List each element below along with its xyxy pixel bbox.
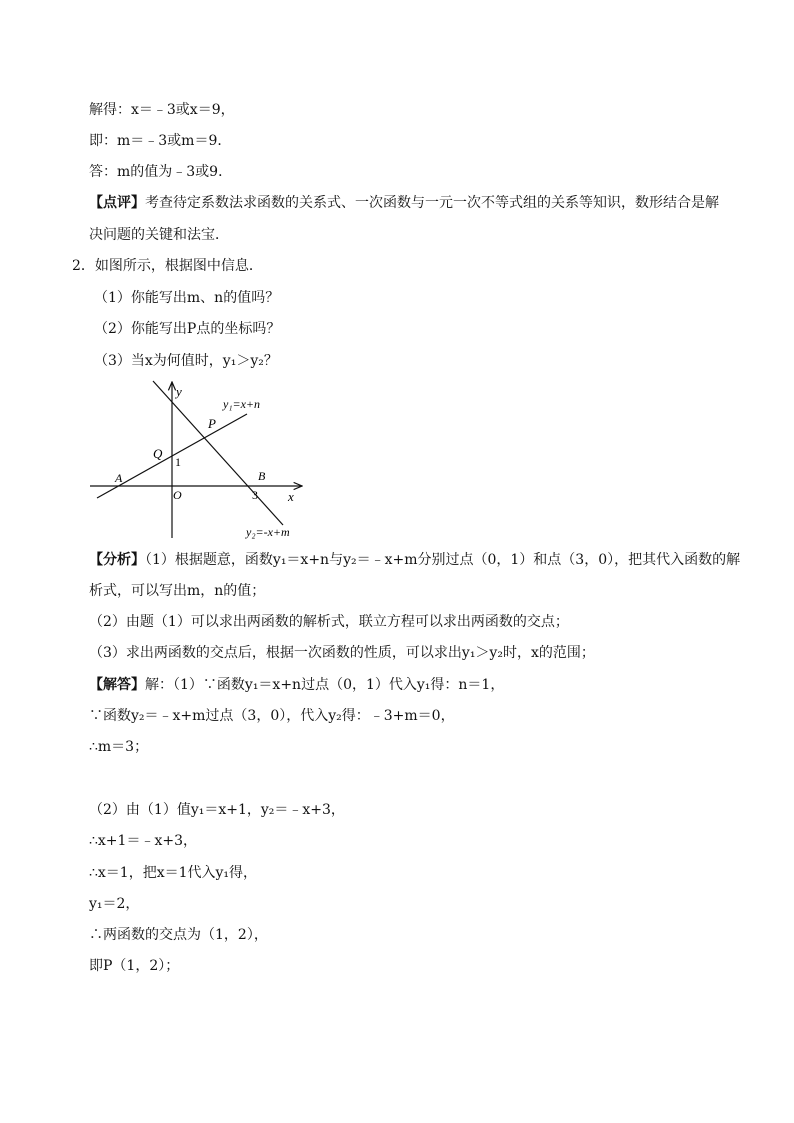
answer-tag: 【解答】 <box>89 677 145 693</box>
question-3: （3）当x为何值时，y₁＞y₂？ <box>94 353 278 369</box>
analysis-line-3: （3）求出两函数的交点后，根据一次函数的性质，可以求出y₁＞y₂时，x的范围； <box>89 645 595 661</box>
answer-line-3: ∴m＝3； <box>89 739 149 755</box>
answer-line-4: （2）由（1）值y₁＝x+1，y₂＝﹣x+3， <box>89 802 345 818</box>
comment-tag: 【点评】 <box>89 195 145 211</box>
comment-text: 考查待定系数法求函数的关系式、一次函数与一元一次不等式组的关系等知识，数形结合是解 <box>145 195 719 211</box>
analysis-tag: 【分析】 <box>89 552 145 568</box>
answer-text-1: 解：（1）∵函数y₁＝x+n过点（0，1）代入y₁得：n＝1， <box>145 677 505 693</box>
answer-line-7: y₁＝2， <box>89 896 140 912</box>
answer-line-2: ∵函数y₂＝﹣x+m过点（3，0），代入y₂得：﹣3+m＝0， <box>89 708 455 724</box>
question-1: （1）你能写出m、n的值吗？ <box>94 290 280 306</box>
analysis-line-2: （2）由题（1）可以求出两函数的解析式，联立方程可以求出两函数的交点； <box>89 614 569 630</box>
point-b-label: B <box>258 469 266 483</box>
analysis-line-1b: 析式，可以写出m，n的值； <box>89 583 266 599</box>
answer-line-1 <box>89 675 504 695</box>
answer-line-6: ∴x＝1，把x＝1代入y₁得， <box>89 865 258 881</box>
line1-label: y₁=x+n <box>223 397 261 411</box>
answer-line-5: ∴x+1＝﹣x+3， <box>89 833 197 849</box>
question-2: （2）你能写出P点的坐标吗？ <box>94 321 281 337</box>
analysis-line-1 <box>89 550 740 570</box>
answer-line-9: 即P（1，2）； <box>89 958 180 974</box>
comment-continuation: 决问题的关键和法宝． <box>89 227 229 243</box>
solution-line-3: 答：m的值为﹣3或9． <box>89 164 233 180</box>
y-axis-label: y <box>176 384 182 399</box>
line2-label: y₂=-x+m <box>246 525 290 539</box>
point-q-label: Q <box>153 446 163 461</box>
answer-line-8: ∴两函数的交点为（1，2）， <box>89 927 268 943</box>
problem-stem: 2．如图所示，根据图中信息． <box>72 258 263 274</box>
solution-line-1: 解得：x＝﹣3或x＝9， <box>89 102 235 118</box>
point-p-label: P <box>208 416 216 431</box>
solution-line-2: 即：m＝﹣3或m＝9． <box>89 133 232 149</box>
origin-label: O <box>173 488 182 502</box>
comment-line <box>89 193 719 213</box>
x-axis-label: x <box>288 489 294 504</box>
tick-3-label: 3 <box>252 488 258 502</box>
tick-1-label: 1 <box>175 455 181 469</box>
point-a-label: A <box>115 471 123 485</box>
analysis-text-1: （1）根据题意，函数y₁＝x+n与y₂＝﹣x+m分别过点（0，1）和点（3，0），把其代入函数的解 <box>145 552 741 568</box>
coordinate-figure <box>80 372 320 544</box>
